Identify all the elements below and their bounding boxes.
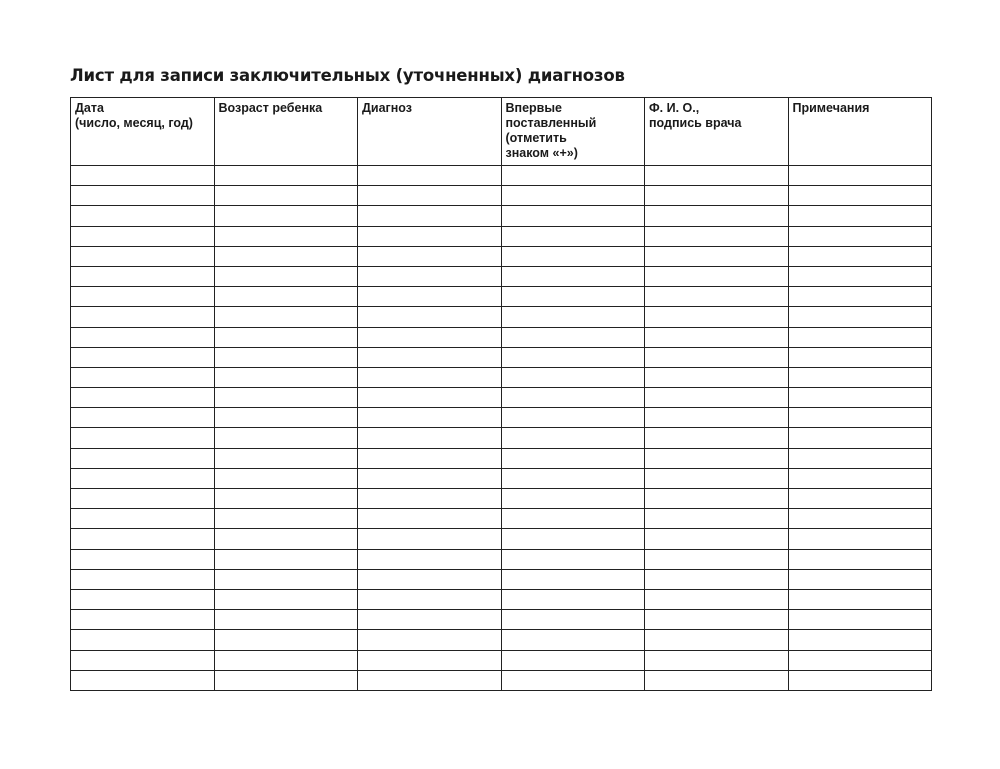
notes-cell[interactable]	[788, 347, 932, 367]
column-header-notes: Примечания	[788, 98, 932, 166]
doctor-signature-cell[interactable]	[645, 226, 789, 246]
table-header-row	[71, 98, 932, 166]
first-diagnosed-cell[interactable]	[501, 589, 645, 609]
table-row	[71, 448, 932, 468]
first-diagnosed-cell[interactable]	[501, 448, 645, 468]
diagnosis-cell[interactable]	[358, 347, 502, 367]
diagnosis-cell[interactable]	[358, 529, 502, 549]
notes-cell[interactable]	[788, 448, 932, 468]
diagnosis-cell[interactable]	[358, 468, 502, 488]
notes-cell[interactable]	[788, 489, 932, 509]
table-row	[71, 650, 932, 670]
doctor-signature-cell[interactable]	[645, 569, 789, 589]
date-cell[interactable]	[71, 428, 215, 448]
first-diagnosed-cell[interactable]	[501, 428, 645, 448]
diagnosis-cell[interactable]	[358, 489, 502, 509]
child-age-cell[interactable]	[214, 428, 358, 448]
diagnosis-cell[interactable]	[358, 186, 502, 206]
doctor-signature-cell[interactable]	[645, 307, 789, 327]
notes-cell[interactable]	[788, 610, 932, 630]
first-diagnosed-cell[interactable]	[501, 226, 645, 246]
date-cell[interactable]	[71, 408, 215, 428]
diagnosis-cell[interactable]	[358, 287, 502, 307]
child-age-cell[interactable]	[214, 610, 358, 630]
child-age-cell[interactable]	[214, 307, 358, 327]
first-diagnosed-cell[interactable]	[501, 186, 645, 206]
doctor-signature-cell[interactable]	[645, 246, 789, 266]
table-row	[71, 388, 932, 408]
table-row	[71, 569, 932, 589]
page-title: Лист для записи заключительных (уточненных) диагнозов	[70, 66, 625, 85]
diagnosis-record-table	[70, 97, 932, 691]
date-cell[interactable]	[71, 610, 215, 630]
first-diagnosed-cell[interactable]	[501, 610, 645, 630]
diagnosis-cell[interactable]	[358, 589, 502, 609]
first-diagnosed-cell[interactable]	[501, 630, 645, 650]
table-row	[71, 589, 932, 609]
notes-cell[interactable]	[788, 388, 932, 408]
first-diagnosed-cell[interactable]	[501, 206, 645, 226]
date-cell[interactable]	[71, 589, 215, 609]
child-age-cell[interactable]	[214, 287, 358, 307]
notes-cell[interactable]	[788, 428, 932, 448]
date-cell[interactable]	[71, 206, 215, 226]
child-age-cell[interactable]	[214, 226, 358, 246]
diagnosis-cell[interactable]	[358, 388, 502, 408]
table-row	[71, 630, 932, 650]
child-age-cell[interactable]	[214, 266, 358, 286]
notes-cell[interactable]	[788, 246, 932, 266]
table-row	[71, 610, 932, 630]
column-header-diagnosis: Диагноз	[358, 98, 502, 166]
table-row	[71, 489, 932, 509]
doctor-signature-cell[interactable]	[645, 287, 789, 307]
notes-cell[interactable]	[788, 569, 932, 589]
diagnosis-cell[interactable]	[358, 670, 502, 690]
first-diagnosed-cell[interactable]	[501, 670, 645, 690]
diagnosis-cell[interactable]	[358, 226, 502, 246]
diagnosis-cell[interactable]	[358, 549, 502, 569]
child-age-cell[interactable]	[214, 388, 358, 408]
child-age-cell[interactable]	[214, 327, 358, 347]
doctor-signature-cell[interactable]	[645, 630, 789, 650]
notes-cell[interactable]	[788, 630, 932, 650]
table-row	[71, 529, 932, 549]
table-row	[71, 327, 932, 347]
first-diagnosed-cell[interactable]	[501, 246, 645, 266]
date-cell[interactable]	[71, 287, 215, 307]
diagnosis-cell[interactable]	[358, 428, 502, 448]
child-age-cell[interactable]	[214, 489, 358, 509]
table-row	[71, 468, 932, 488]
date-cell[interactable]	[71, 489, 215, 509]
notes-cell[interactable]	[788, 529, 932, 549]
diagnosis-cell[interactable]	[358, 266, 502, 286]
diagnosis-cell[interactable]	[358, 509, 502, 529]
diagnosis-cell[interactable]	[358, 630, 502, 650]
child-age-cell[interactable]	[214, 509, 358, 529]
table-row	[71, 367, 932, 387]
first-diagnosed-cell[interactable]	[501, 549, 645, 569]
child-age-cell[interactable]	[214, 549, 358, 569]
notes-cell[interactable]	[788, 186, 932, 206]
child-age-cell[interactable]	[214, 408, 358, 428]
child-age-cell[interactable]	[214, 166, 358, 186]
date-cell[interactable]	[71, 630, 215, 650]
table-row	[71, 206, 932, 226]
first-diagnosed-cell[interactable]	[501, 307, 645, 327]
table-row	[71, 670, 932, 690]
diagnosis-cell[interactable]	[358, 206, 502, 226]
first-diagnosed-cell[interactable]	[501, 408, 645, 428]
table-row	[71, 307, 932, 327]
doctor-signature-cell[interactable]	[645, 428, 789, 448]
doctor-signature-cell[interactable]	[645, 549, 789, 569]
diagnosis-cell[interactable]	[358, 327, 502, 347]
child-age-cell[interactable]	[214, 367, 358, 387]
notes-cell[interactable]	[788, 509, 932, 529]
first-diagnosed-cell[interactable]	[501, 489, 645, 509]
doctor-signature-cell[interactable]	[645, 266, 789, 286]
first-diagnosed-cell[interactable]	[501, 388, 645, 408]
diagnosis-cell[interactable]	[358, 650, 502, 670]
table-row	[71, 428, 932, 448]
notes-cell[interactable]	[788, 226, 932, 246]
column-header-child-age: Возраст ребенка	[214, 98, 358, 166]
notes-cell[interactable]	[788, 266, 932, 286]
date-cell[interactable]	[71, 186, 215, 206]
doctor-signature-cell[interactable]	[645, 367, 789, 387]
first-diagnosed-cell[interactable]	[501, 266, 645, 286]
first-diagnosed-cell[interactable]	[501, 166, 645, 186]
notes-cell[interactable]	[788, 367, 932, 387]
date-cell[interactable]	[71, 670, 215, 690]
doctor-signature-cell[interactable]	[645, 408, 789, 428]
table-row	[71, 246, 932, 266]
date-cell[interactable]	[71, 327, 215, 347]
date-cell[interactable]	[71, 367, 215, 387]
diagnosis-cell[interactable]	[358, 367, 502, 387]
notes-cell[interactable]	[788, 166, 932, 186]
notes-cell[interactable]	[788, 670, 932, 690]
doctor-signature-cell[interactable]	[645, 448, 789, 468]
date-cell[interactable]	[71, 307, 215, 327]
notes-cell[interactable]	[788, 307, 932, 327]
doctor-signature-cell[interactable]	[645, 670, 789, 690]
first-diagnosed-cell[interactable]	[501, 650, 645, 670]
date-cell[interactable]	[71, 569, 215, 589]
table-row	[71, 186, 932, 206]
notes-cell[interactable]	[788, 650, 932, 670]
column-header-doctor-signature: Ф. И. О., подпись врача	[645, 98, 789, 166]
table-row	[71, 266, 932, 286]
table-row	[71, 166, 932, 186]
notes-cell[interactable]	[788, 549, 932, 569]
table-row	[71, 408, 932, 428]
diagnosis-cell[interactable]	[358, 569, 502, 589]
first-diagnosed-cell[interactable]	[501, 287, 645, 307]
diagnosis-cell[interactable]	[358, 166, 502, 186]
notes-cell[interactable]	[788, 589, 932, 609]
child-age-cell[interactable]	[214, 589, 358, 609]
notes-cell[interactable]	[788, 408, 932, 428]
date-cell[interactable]	[71, 166, 215, 186]
doctor-signature-cell[interactable]	[645, 489, 789, 509]
doctor-signature-cell[interactable]	[645, 650, 789, 670]
diagnosis-cell[interactable]	[358, 246, 502, 266]
date-cell[interactable]	[71, 650, 215, 670]
notes-cell[interactable]	[788, 287, 932, 307]
child-age-cell[interactable]	[214, 347, 358, 367]
notes-cell[interactable]	[788, 206, 932, 226]
first-diagnosed-cell[interactable]	[501, 347, 645, 367]
child-age-cell[interactable]	[214, 246, 358, 266]
child-age-cell[interactable]	[214, 630, 358, 650]
doctor-signature-cell[interactable]	[645, 347, 789, 367]
table-row	[71, 287, 932, 307]
doctor-signature-cell[interactable]	[645, 166, 789, 186]
date-cell[interactable]	[71, 448, 215, 468]
table-row	[71, 226, 932, 246]
child-age-cell[interactable]	[214, 529, 358, 549]
table-row	[71, 509, 932, 529]
date-cell[interactable]	[71, 509, 215, 529]
child-age-cell[interactable]	[214, 206, 358, 226]
date-cell[interactable]	[71, 347, 215, 367]
doctor-signature-cell[interactable]	[645, 589, 789, 609]
column-header-date: Дата (число, месяц, год)	[71, 98, 215, 166]
first-diagnosed-cell[interactable]	[501, 327, 645, 347]
diagnosis-cell[interactable]	[358, 408, 502, 428]
diagnosis-cell[interactable]	[358, 307, 502, 327]
table-row	[71, 347, 932, 367]
doctor-signature-cell[interactable]	[645, 388, 789, 408]
date-cell[interactable]	[71, 226, 215, 246]
notes-cell[interactable]	[788, 468, 932, 488]
diagnosis-cell[interactable]	[358, 448, 502, 468]
date-cell[interactable]	[71, 246, 215, 266]
doctor-signature-cell[interactable]	[645, 529, 789, 549]
first-diagnosed-cell[interactable]	[501, 468, 645, 488]
doctor-signature-cell[interactable]	[645, 327, 789, 347]
doctor-signature-cell[interactable]	[645, 468, 789, 488]
child-age-cell[interactable]	[214, 468, 358, 488]
child-age-cell[interactable]	[214, 186, 358, 206]
first-diagnosed-cell[interactable]	[501, 529, 645, 549]
date-cell[interactable]	[71, 549, 215, 569]
date-cell[interactable]	[71, 468, 215, 488]
doctor-signature-cell[interactable]	[645, 509, 789, 529]
doctor-signature-cell[interactable]	[645, 186, 789, 206]
child-age-cell[interactable]	[214, 670, 358, 690]
date-cell[interactable]	[71, 266, 215, 286]
date-cell[interactable]	[71, 388, 215, 408]
table-body	[71, 166, 932, 691]
first-diagnosed-cell[interactable]	[501, 569, 645, 589]
first-diagnosed-cell[interactable]	[501, 509, 645, 529]
doctor-signature-cell[interactable]	[645, 610, 789, 630]
doctor-signature-cell[interactable]	[645, 206, 789, 226]
child-age-cell[interactable]	[214, 569, 358, 589]
child-age-cell[interactable]	[214, 448, 358, 468]
notes-cell[interactable]	[788, 327, 932, 347]
diagnosis-cell[interactable]	[358, 610, 502, 630]
date-cell[interactable]	[71, 529, 215, 549]
child-age-cell[interactable]	[214, 650, 358, 670]
column-header-first-diagnosed: Впервые поставленный (отметить знаком «+»)	[501, 98, 645, 166]
table-row	[71, 549, 932, 569]
first-diagnosed-cell[interactable]	[501, 367, 645, 387]
